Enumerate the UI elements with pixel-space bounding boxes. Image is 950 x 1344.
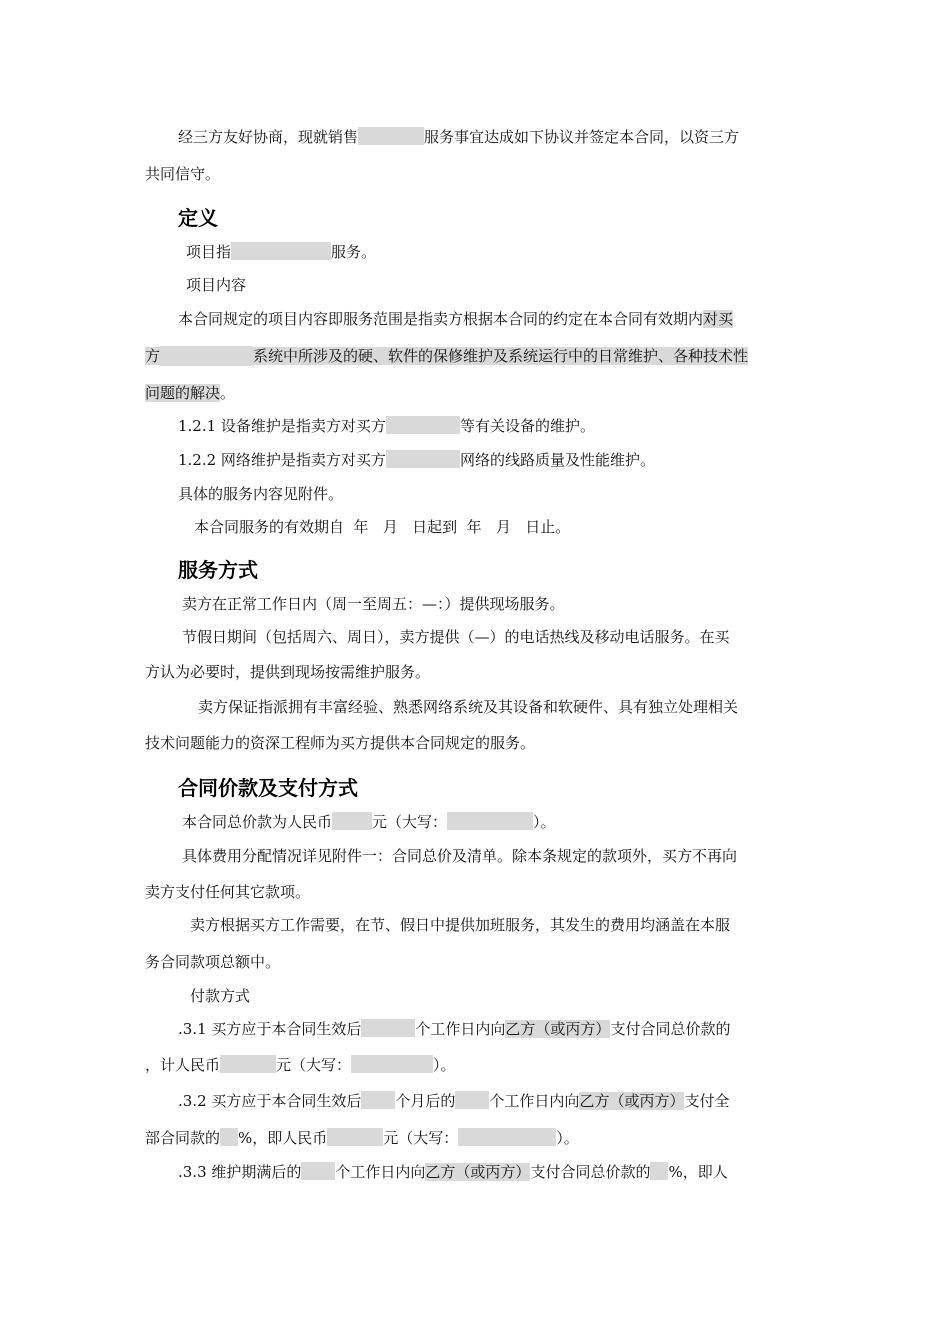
scope-text: 本合同规定的项目内容即服务范围是指卖方根据本合同的约定在本合同有效期内	[178, 310, 704, 328]
payment-text: 支付合同总价款的	[610, 1020, 731, 1038]
definition-scope-line-2	[145, 346, 748, 366]
payment-text: 个月后的	[395, 1092, 456, 1110]
redacted-blank	[386, 450, 460, 468]
payment-text: .3.2 买方应于本合同生效后	[178, 1092, 362, 1110]
item-1-2-2	[178, 450, 655, 470]
redacted-blank	[160, 346, 253, 366]
definition-validity-period: 本合同服务的有效期自 年 月 日起到 年 月 日止。	[194, 518, 571, 536]
price-text: 元（大写：	[372, 813, 448, 831]
intro-line-1	[178, 127, 739, 147]
redacted-blank	[332, 812, 372, 830]
redacted-blank	[361, 1019, 415, 1037]
payment-text: ）。	[433, 1056, 456, 1074]
price-text: ）。	[533, 813, 556, 831]
payment-text-highlighted: 乙方（或丙方）	[579, 1092, 685, 1110]
redacted-blank	[458, 1128, 556, 1146]
price-allocation-line-1: 具体费用分配情况详见附件一：合同总价及清单。除本条规定的款项外，买方不再向	[182, 847, 738, 865]
redacted-blank	[361, 1091, 395, 1109]
payment-item-3-3	[178, 1162, 728, 1182]
redacted-blank	[301, 1162, 335, 1180]
redacted-blank	[327, 1128, 383, 1146]
service-engineer-line-2: 技术问题能力的资深工程师为买方提供本合同规定的服务。	[145, 734, 536, 752]
redacted-blank	[351, 1055, 433, 1073]
item-text: 等有关设备的维护。	[459, 417, 595, 435]
redacted-blank	[358, 127, 424, 145]
intro-line-2: 共同信守。	[145, 165, 221, 183]
payment-text: %，即人民币	[238, 1129, 328, 1147]
payment-item-3-2-line-2	[145, 1128, 579, 1148]
scope-text-highlighted: 问题的解决	[145, 384, 221, 402]
definition-text: 服务。	[331, 243, 377, 261]
payment-method-label: 付款方式	[190, 987, 251, 1005]
payment-text: 个工作日内向	[489, 1092, 580, 1110]
service-engineer-line-1: 卖方保证指派拥有丰富经验、熟悉网络系统及其设备和软硬件、具有独立处理相关	[198, 698, 739, 716]
redacted-blank	[231, 242, 331, 260]
section-heading-price: 合同价款及支付方式	[178, 776, 358, 800]
price-text: 本合同总价款为人民币	[182, 813, 333, 831]
payment-text: ，计人民币	[145, 1056, 221, 1074]
payment-text-highlighted: 乙方（或丙方）	[425, 1163, 531, 1181]
definition-project-content-label: 项目内容	[186, 276, 247, 294]
service-workday: 卖方在正常工作日内（周一至周五：—：）提供现场服务。	[182, 595, 565, 613]
payment-text-highlighted: 乙方（或丙方）	[505, 1020, 611, 1038]
scope-text: 。	[220, 384, 236, 402]
redacted-blank	[447, 812, 533, 830]
redacted-blank	[386, 416, 460, 434]
redacted-blank	[220, 1128, 238, 1146]
payment-text: %，即人	[668, 1163, 728, 1181]
item-text: 1.2.1 设备维护是指卖方对买方	[178, 417, 386, 435]
scope-text-highlighted: 对买	[703, 310, 734, 328]
service-holiday-line-2: 方认为必要时，提供到现场按需维护服务。	[145, 663, 431, 681]
price-overtime-line-2: 务合同款项总额中。	[145, 953, 281, 971]
scope-text-highlighted: 系统中所涉及的硬、软件的保修维护及系统运行中的日常维护、各种技术性	[253, 347, 749, 365]
definition-scope-line-1	[178, 309, 733, 329]
definition-project	[186, 242, 376, 262]
payment-text: 元（大写：	[383, 1129, 459, 1147]
redacted-blank	[650, 1162, 668, 1180]
payment-text: 支付合同总价款的	[530, 1163, 651, 1181]
payment-text: .3.3 维护期满后的	[178, 1163, 302, 1181]
item-1-2-1	[178, 416, 595, 436]
payment-text: ）。	[556, 1129, 579, 1147]
intro-text: 服务事宜达成如下协议并签定本合同，以资三方	[424, 128, 740, 146]
section-heading-definitions: 定义	[178, 206, 218, 230]
payment-text: 元（大写：	[276, 1056, 352, 1074]
section-heading-service: 服务方式	[178, 558, 258, 582]
payment-item-3-2-line-1	[178, 1091, 729, 1111]
payment-text: 个工作日内向	[335, 1163, 426, 1181]
redacted-blank	[455, 1091, 489, 1109]
payment-text: .3.1 买方应于本合同生效后	[178, 1020, 362, 1038]
definition-text: 项目指	[186, 243, 232, 261]
service-holiday-line-1: 节假日期间（包括周六、周日），卖方提供（—）的电话热线及移动电话服务。在买	[182, 628, 730, 646]
price-allocation-line-2: 卖方支付任何其它款项。	[145, 883, 311, 901]
intro-text: 经三方友好协商，现就销售	[178, 128, 359, 146]
definition-scope-line-3	[145, 383, 235, 403]
item-text: 网络的线路质量及性能维护。	[459, 451, 655, 469]
payment-text: 部合同款的	[145, 1129, 221, 1147]
definition-see-appendix: 具体的服务内容见附件。	[178, 485, 344, 503]
payment-item-3-1-line-2	[145, 1055, 456, 1075]
scope-text-highlighted: 方	[145, 347, 161, 365]
payment-text: 个工作日内向	[415, 1020, 506, 1038]
payment-item-3-1-line-1	[178, 1019, 730, 1039]
price-overtime-line-1: 卖方根据买方工作需要，在节、假日中提供加班服务，其发生的费用均涵盖在本服	[190, 916, 731, 934]
price-total	[182, 812, 556, 832]
payment-text: 支付全	[684, 1092, 730, 1110]
redacted-blank	[220, 1055, 276, 1073]
item-text: 1.2.2 网络维护是指卖方对买方	[178, 451, 386, 469]
